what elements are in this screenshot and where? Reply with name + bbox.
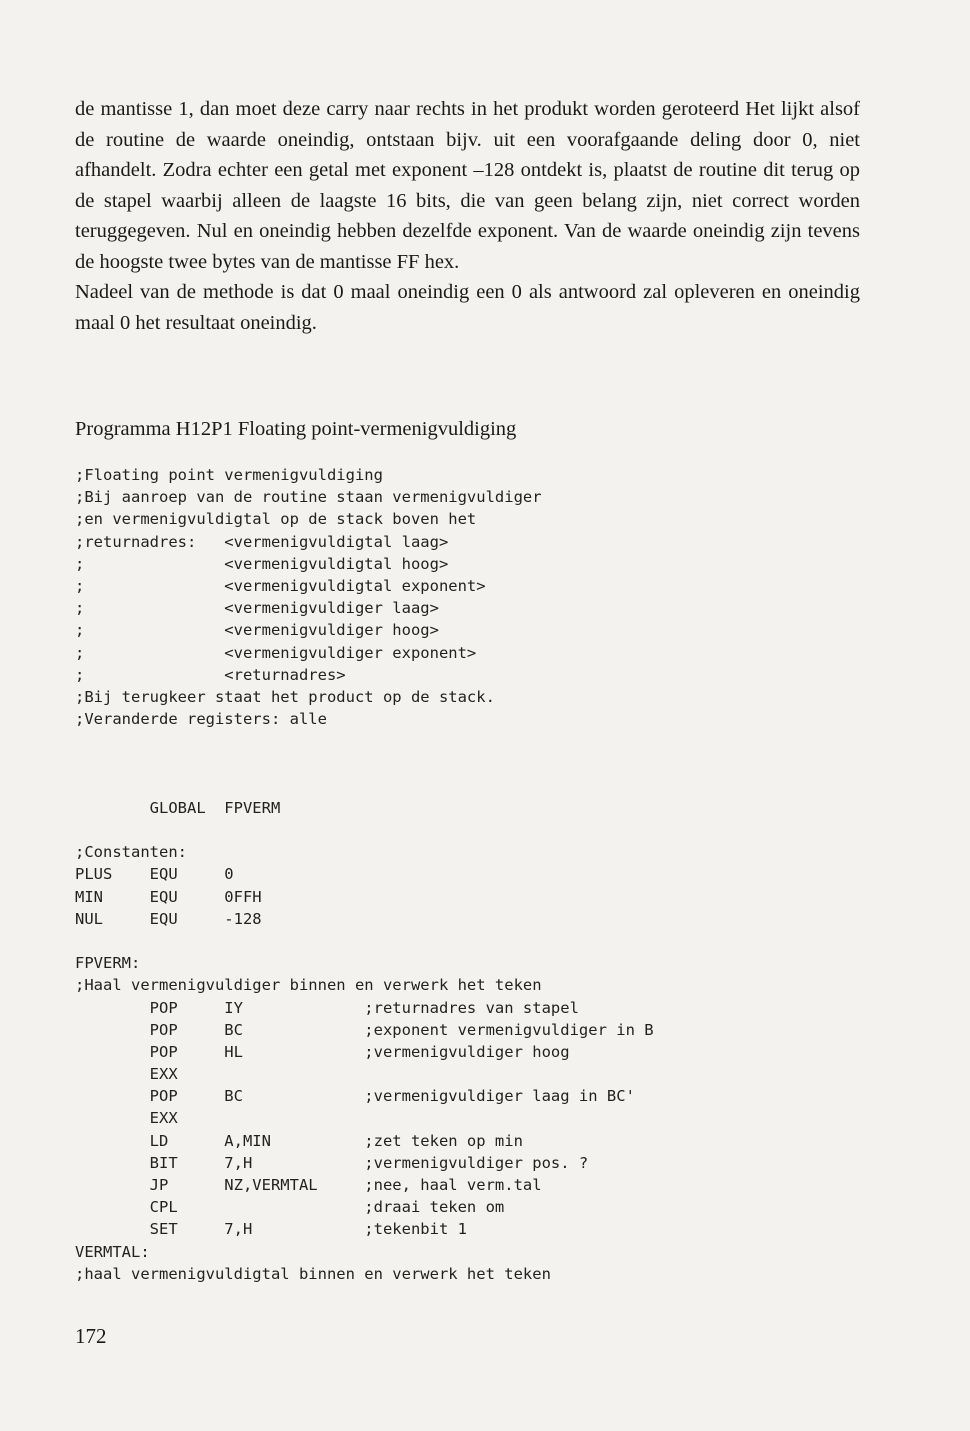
code-line: VERMTAL: xyxy=(75,1242,150,1261)
code-line: BIT 7,H ;vermenigvuldiger pos. ? xyxy=(75,1153,589,1172)
code-line: ;Constanten: xyxy=(75,843,187,862)
code-line: ; <vermenigvuldiger laag> xyxy=(75,599,439,618)
code-line: FPVERM: xyxy=(75,954,141,973)
paragraph: Nadeel van de methode is dat 0 maal oneindig een 0 als antwoord zal opleveren en oneindig maal 0 het resultaat oneindig. xyxy=(75,281,860,334)
body-text xyxy=(75,94,860,338)
code-line: ;en vermenigvuldigtal op de stack boven het xyxy=(75,510,477,529)
code-line: POP BC ;exponent vermenigvuldiger in B xyxy=(75,1020,654,1039)
code-line: LD A,MIN ;zet teken op min xyxy=(75,1131,523,1150)
program-title: Programma H12P1 Floating point-vermenigvuldiging xyxy=(75,418,517,440)
code-line: ;haal vermenigvuldigtal binnen en verwerk het teken xyxy=(75,1264,551,1283)
code-line: ;Veranderde registers: alle xyxy=(75,710,327,729)
code-line: POP IY ;returnadres van stapel xyxy=(75,998,579,1017)
code-line: ;returnadres: <vermenigvuldigtal laag> xyxy=(75,532,449,551)
code-line: ; <vermenigvuldigtal exponent> xyxy=(75,576,486,595)
code-line: POP HL ;vermenigvuldiger hoog xyxy=(75,1042,570,1061)
code-line: JP NZ,VERMTAL ;nee, haal verm.tal xyxy=(75,1176,542,1194)
page-number: 172 xyxy=(75,1324,107,1348)
code-line xyxy=(75,752,955,774)
code-line: ; <vermenigvuldigtal hoog> xyxy=(75,554,449,573)
code-line: POP BC ;vermenigvuldiger laag in BC' xyxy=(75,1087,635,1106)
code-line: ;Floating point vermenigvuldiging xyxy=(75,466,383,484)
code-listing xyxy=(75,464,955,1285)
code-line xyxy=(75,819,955,841)
code-line: MIN EQU 0FFH xyxy=(75,887,262,906)
code-line: ;Haal vermenigvuldiger binnen en verwerk het teken xyxy=(75,976,542,995)
code-line xyxy=(75,730,955,752)
code-line: ; <vermenigvuldiger hoog> xyxy=(75,621,439,640)
code-line: CPL ;draai teken om xyxy=(75,1198,505,1217)
paragraph: de mantisse 1, dan moet deze carry naar rechts in het produkt worden geroteerd Het lijkt alsof de routine de waarde oneindig, ontstaan bijv. uit een voorafgaande deling door 0, niet afhandelt. Zodra echter een getal met exponent –128 ontdekt is, plaatst de routine dit terug op de stapel waarbij alleen de laagste 16 bits, die van geen belang zijn, niet correct worden teruggegeven. Nul en oneindig hebben dezelfde exponent. Van de waarde oneindig zijn tevens de hoogste twee bytes van de mantisse FF hex. xyxy=(75,98,860,273)
code-line: EXX xyxy=(75,1109,178,1128)
code-line: ;Bij terugkeer staat het product op de stack. xyxy=(75,687,495,706)
code-line: SET 7,H ;tekenbit 1 xyxy=(75,1220,467,1239)
code-line: PLUS EQU 0 xyxy=(75,865,234,884)
code-line: ; <vermenigvuldiger exponent> xyxy=(75,643,477,662)
code-line: ;Bij aanroep van de routine staan vermenigvuldiger xyxy=(75,488,542,507)
code-line: EXX xyxy=(75,1065,178,1084)
code-line: ; <returnadres> xyxy=(75,665,346,684)
code-line xyxy=(75,930,955,952)
code-line xyxy=(75,775,955,797)
code-line: GLOBAL FPVERM xyxy=(75,798,281,817)
code-line: NUL EQU -128 xyxy=(75,909,262,928)
